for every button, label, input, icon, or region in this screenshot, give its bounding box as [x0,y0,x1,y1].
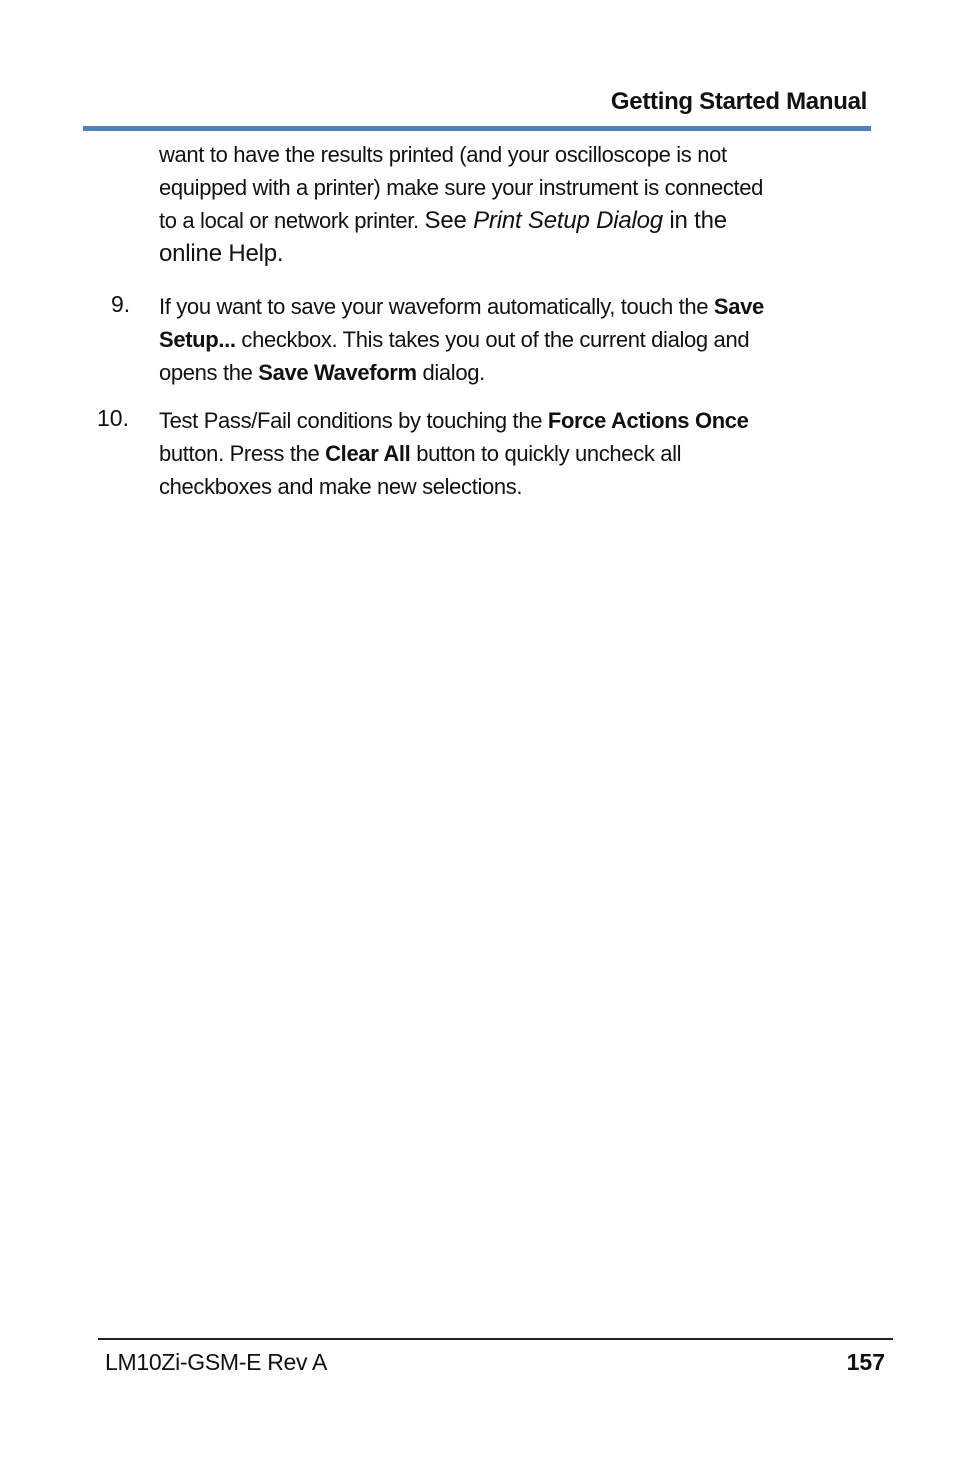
continuation-line-2: equipped with a printer) make sure your instrument is connected [159,175,764,200]
header-rule [83,126,871,131]
header-title: Getting Started Manual [610,88,867,115]
step-10-text-1: Test Pass/Fail conditions by touching the [159,408,548,433]
step-10-text-3: button to quickly uncheck all [410,441,682,466]
footer-page-number: 157 [846,1349,885,1375]
continuation-line-3b: See [424,207,474,234]
clear-all-bold: Clear All [325,441,411,466]
step-9-text-4: dialog. [416,360,485,385]
force-actions-once-bold: Force Actions Once [547,408,749,433]
step-10-number: 10. [97,405,129,431]
save-waveform-bold: Save Waveform [258,360,417,385]
footer-doc-id: LM10Zi-GSM-E Rev A [105,1349,328,1375]
step-10-text [159,404,869,503]
continuation-line-4: online Help. [159,240,284,267]
continuation-line-3c: in the [662,207,727,234]
continuation-line-3a: to a local or network printer. [159,208,425,233]
step-9-text-2: checkbox. This takes you out of the current dialog and [235,327,750,352]
step-9-text-3: opens the [159,360,259,385]
step-9-number: 9. [111,291,131,317]
footer-rule [98,1338,893,1340]
step-10-text-4: checkboxes and make new selections. [159,474,523,499]
continuation-paragraph [159,138,869,270]
save-setup-bold-2: Setup... [159,327,236,352]
continuation-line-1: want to have the results printed (and your oscilloscope is not [159,142,727,167]
step-10-text-2: button. Press the [159,441,326,466]
step-9-text-1: If you want to save your waveform automatically, touch the [159,294,714,319]
step-9-text [159,290,869,389]
save-setup-bold-1: Save [713,294,764,319]
print-setup-dialog-ref: Print Setup Dialog [473,207,663,234]
